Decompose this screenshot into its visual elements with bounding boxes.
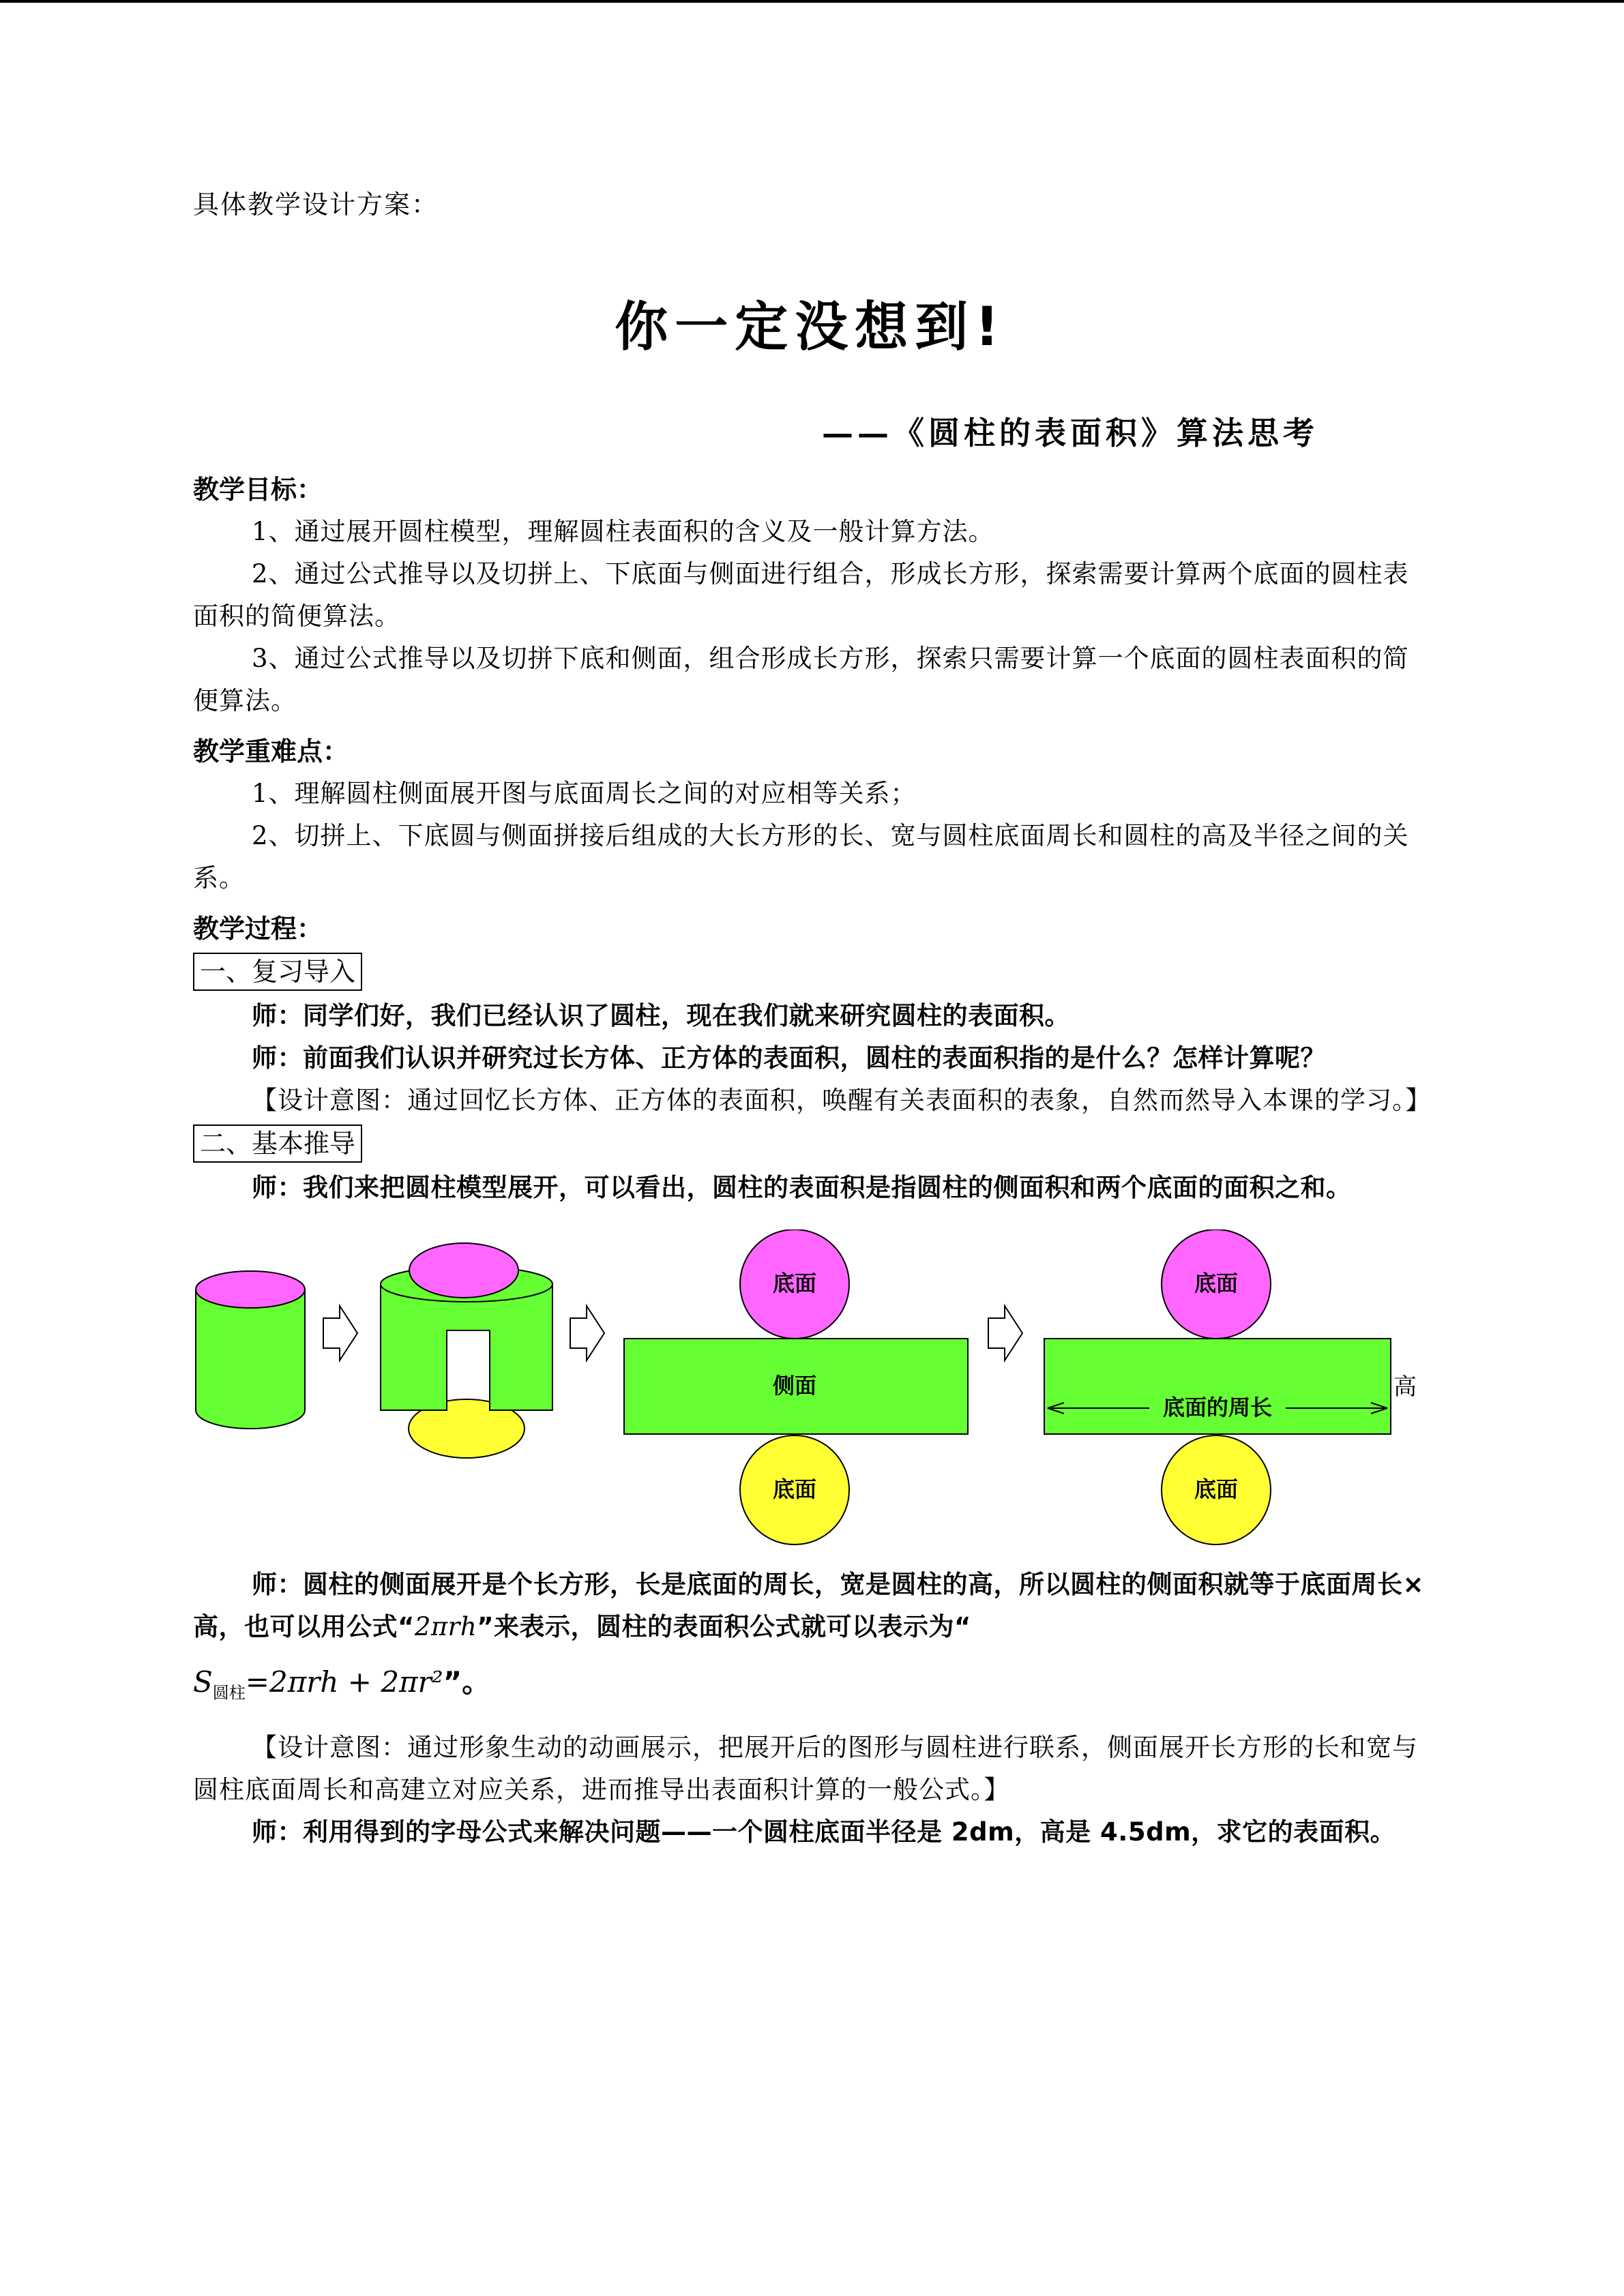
- teacher-line: 师：我们来把圆柱模型展开，可以看出，圆柱的表面积是指圆柱的侧面积和两个底面的面积之和。: [252, 1173, 1352, 1202]
- teacher-line: 师：同学们好，我们已经认识了圆柱，现在我们就来研究圆柱的表面积。: [252, 1001, 1070, 1030]
- page-subtitle: ——《圆柱的表面积》算法思考: [822, 415, 1318, 451]
- surface-area-formula: [193, 1648, 1428, 1727]
- formula-tail: ”。: [443, 1665, 491, 1699]
- goal-item: 2、通过公式推导以及切拼上、下底面与侧面进行组合，形成长方形，探索需要计算两个底面的圆柱表面积的简便算法。: [193, 559, 1409, 631]
- formula-text-a: 师：圆柱的侧面展开是个长方形，长是底面的周长，宽是圆柱的高，所以圆柱的侧面积就等于底面周长×高，也可以用公式“: [193, 1570, 1424, 1641]
- net-annotated: [1044, 1229, 1417, 1545]
- design-intent: 【设计意图：通过回忆长方体、正方体的表面积，唤醒有关表面积的表象，自然而然导入本课的学习。】: [252, 1086, 1432, 1115]
- teacher-line: 师：前面我们认识并研究过长方体、正方体的表面积，圆柱的表面积指的是什么？怎样计算呢？: [252, 1043, 1326, 1073]
- page-title: 你一定没想到!: [615, 297, 1006, 358]
- cylinder-unfold-diagram: [0, 1229, 1624, 1550]
- cylinder-unfold-figure: [193, 1229, 1428, 1550]
- difficulty-item: 1、理解圆柱侧面展开图与底面周长之间的对应相等关系；: [252, 779, 917, 808]
- intro-line: 具体教学设计方案：: [193, 190, 439, 220]
- goals-heading: 教学目标：: [193, 475, 323, 505]
- cylinder-body: [196, 1289, 305, 1429]
- process-heading: 教学过程：: [193, 914, 323, 944]
- top-base: [409, 1243, 518, 1298]
- section-label-derivation: 二、基本推导: [193, 1124, 362, 1163]
- label-base-top: 底面: [772, 1270, 817, 1296]
- cylinder-opening: [381, 1243, 552, 1458]
- goal-item: 3、通过公式推导以及切拼下底和侧面，组合形成长方形，探索只需要计算一个底面的圆柱表面积的简便算法。: [193, 644, 1409, 715]
- label-side: 侧面: [772, 1373, 817, 1399]
- net-basic: [624, 1229, 968, 1545]
- cylinder-top: [196, 1271, 305, 1308]
- cylinder-closed: [196, 1271, 305, 1429]
- arrow-right-icon: [988, 1306, 1022, 1360]
- formula-rhs: =2πrh + 2πr²: [245, 1665, 443, 1699]
- teacher-line: 师：利用得到的字母公式来解决问题——一个圆柱底面半径是 2dm，高是 4.5dm，求它的表面积。: [252, 1817, 1396, 1847]
- section-label-review: 一、复习导入: [193, 953, 362, 991]
- label-base-bottom: 底面: [772, 1476, 817, 1502]
- goal-item: 1、通过展开圆柱模型，理解圆柱表面积的含义及一般计算方法。: [252, 517, 994, 546]
- formula-text-b: ”来表示，圆柱的表面积公式就可以表示为“: [477, 1612, 971, 1641]
- label-circumference: 底面的周长: [1162, 1395, 1273, 1420]
- label-base-bottom: 底面: [1194, 1476, 1239, 1502]
- formula-subscript: 圆柱: [212, 1683, 246, 1703]
- label-height: 高: [1393, 1373, 1417, 1401]
- formula-symbol: S: [193, 1665, 213, 1699]
- difficulty-item: 2、切拼上、下底圆与侧面拼接后组成的大长方形的长、宽与圆柱底面周长和圆柱的高及半径之间的关系。: [193, 821, 1409, 893]
- lateral-area-formula: 2πrh: [414, 1612, 477, 1641]
- teacher-line-formula: [193, 1564, 1428, 1648]
- top-border-line: [0, 0, 1624, 3]
- label-base-top: 底面: [1194, 1270, 1239, 1296]
- arrow-right-icon: [570, 1306, 604, 1360]
- design-intent: 【设计意图：通过形象生动的动画展示，把展开后的图形与圆柱进行联系，侧面展开长方形的长和宽与圆柱底面周长和高建立对应关系，进而推导出表面积计算的一般公式。】: [193, 1733, 1418, 1805]
- difficulties-heading: 教学重难点：: [193, 736, 349, 766]
- document-page: [193, 184, 1432, 1853]
- arrow-right-icon: [323, 1306, 357, 1360]
